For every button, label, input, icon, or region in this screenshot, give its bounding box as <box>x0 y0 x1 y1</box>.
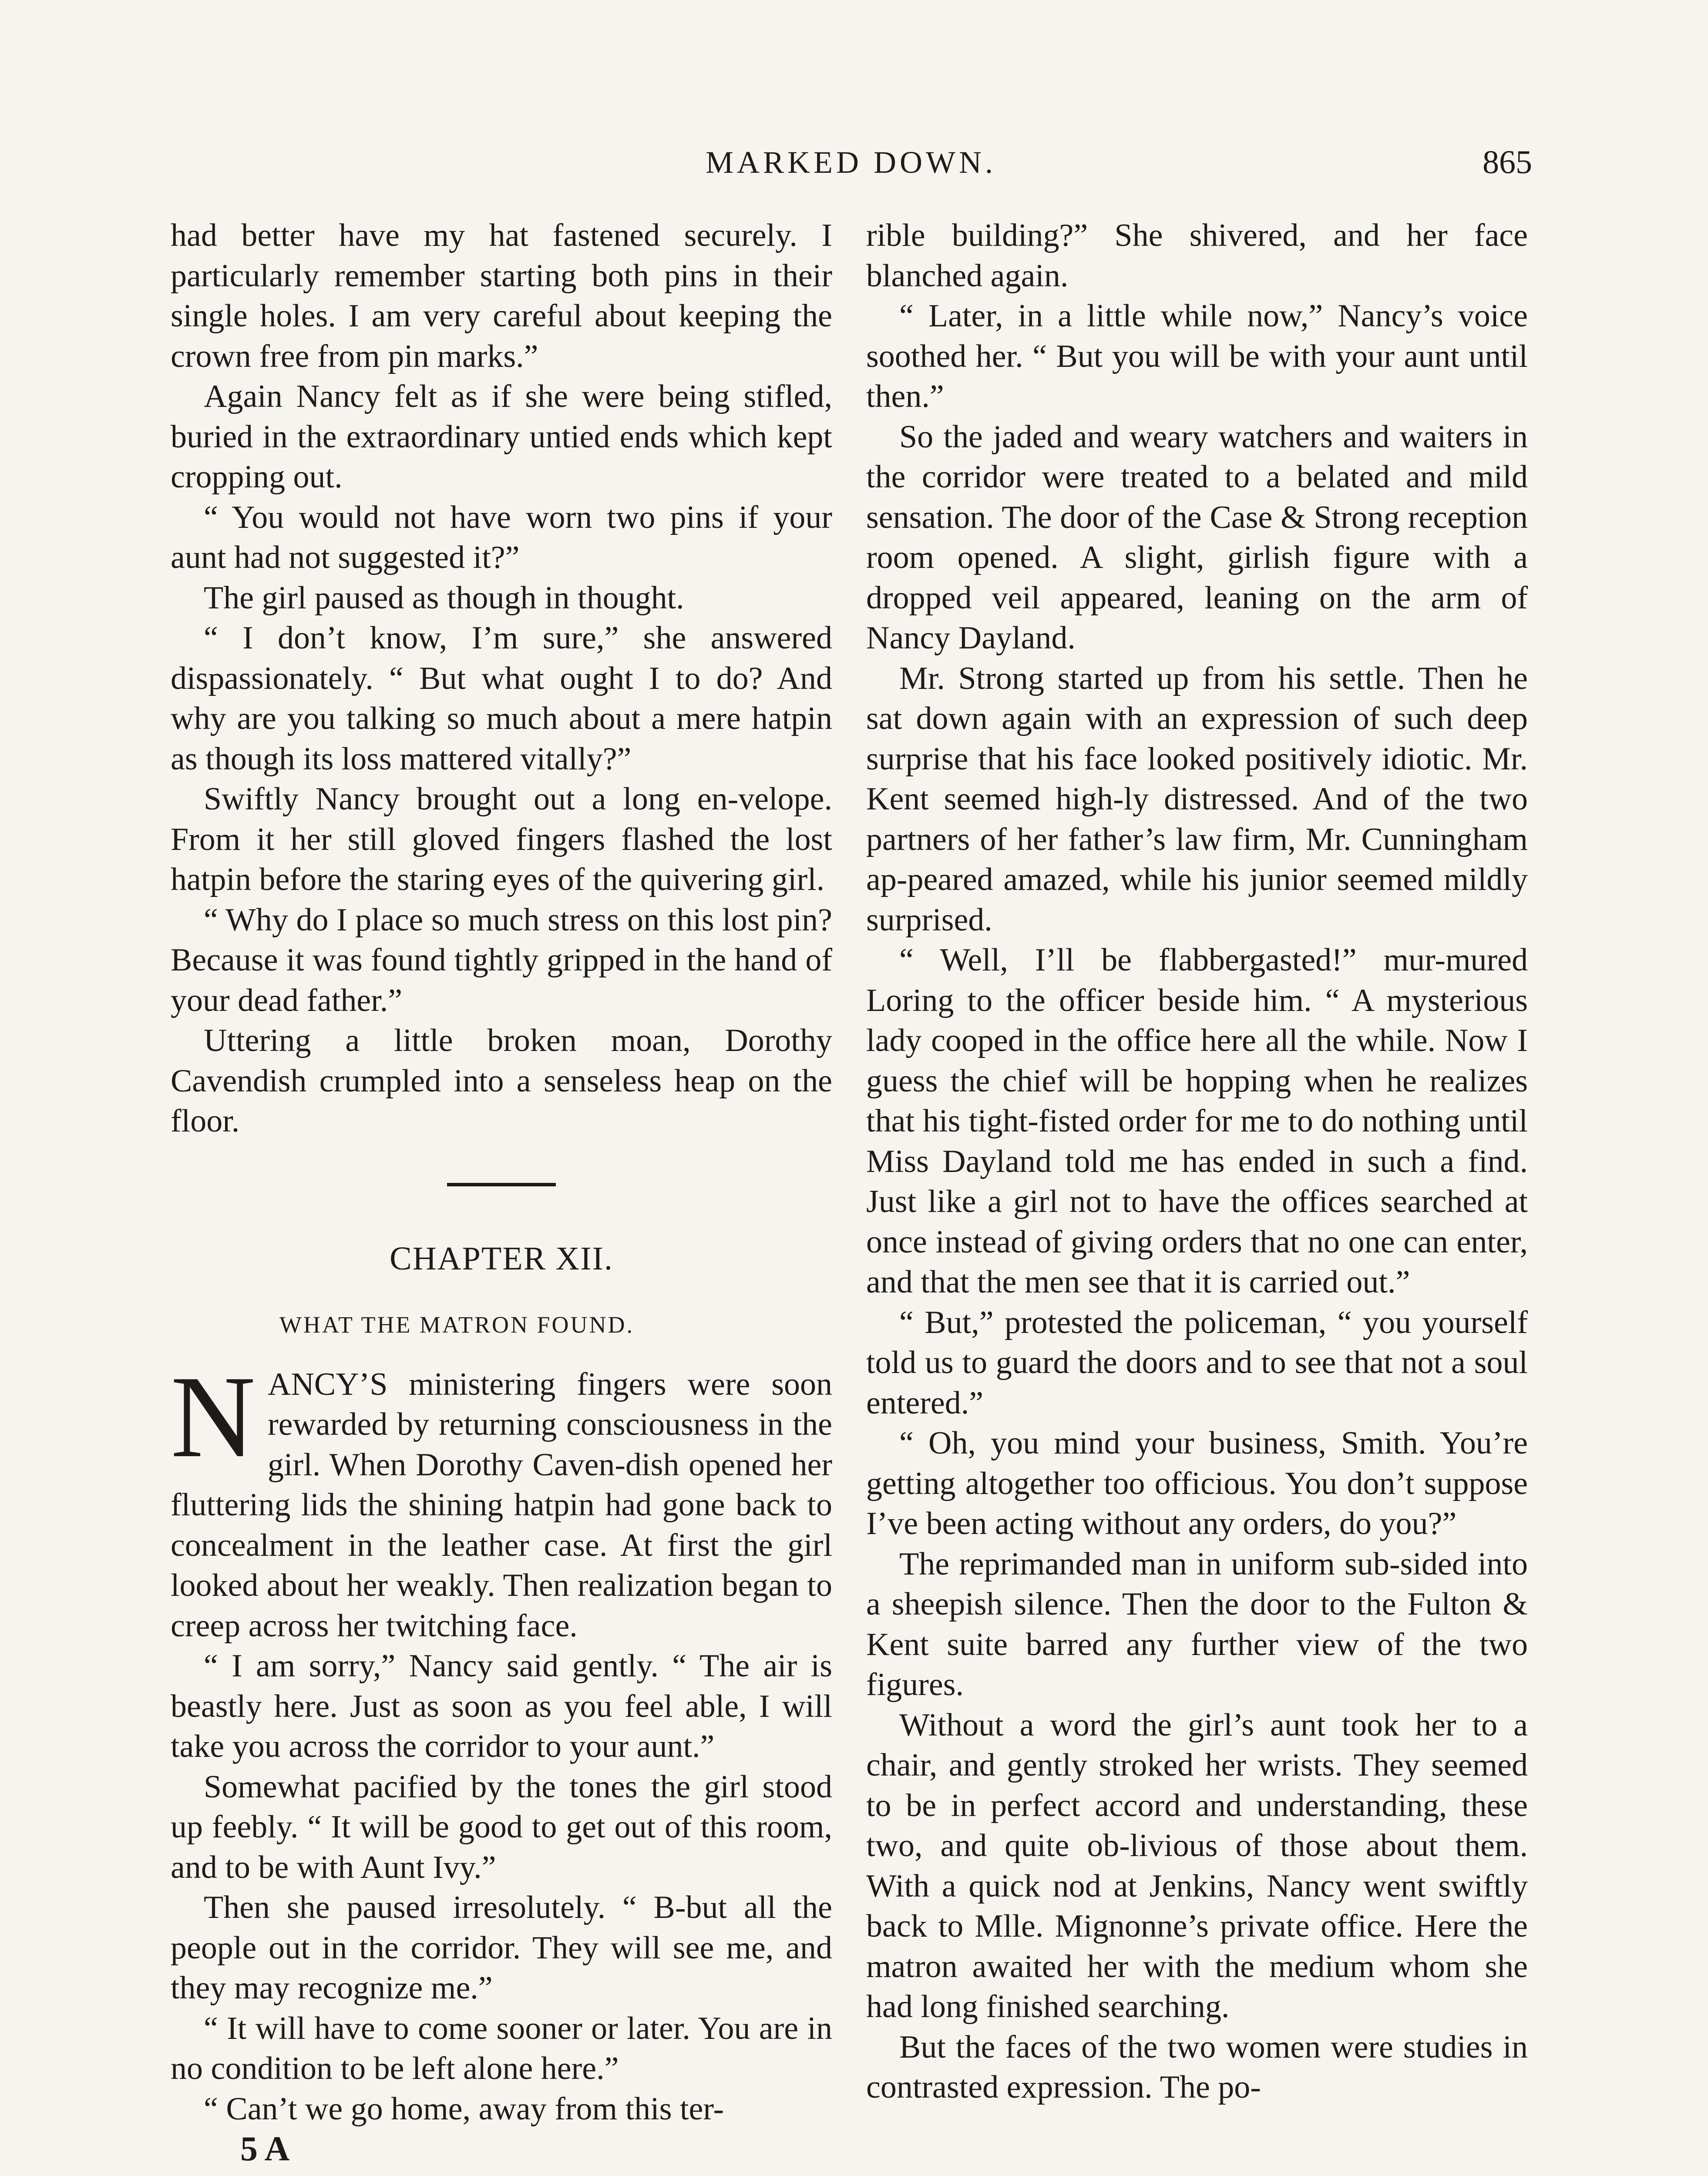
paragraph: “ I don’t know, I’m sure,” she answered dispassionately. “ But what ought I to do? And why are you talking so much about a mere hatpin as though its loss mattered vitally?” <box>171 620 832 777</box>
paragraph: Mr. Strong started up from his settle. Then he sat down again with an expression of such deep surprise that his face looked positively idiotic. Mr. Kent seemed high-ly distressed. And of the two partners of her father’s law firm, Mr. Cunningham ap-peared amazed, while his junior seemed mildly surprised. <box>866 660 1528 938</box>
paragraph: “ You would not have worn two pins if your aunt had not suggested it?” <box>171 499 832 575</box>
paragraph: Somewhat pacified by the tones the girl stood up feebly. “ It will be good to get out of this room, and to be with Aunt Ivy.” <box>171 1769 832 1885</box>
right-column <box>866 215 1528 2108</box>
paragraph: So the jaded and weary watchers and waiters in the corridor were treated to a belated and mild sensation. The door of the Case & Strong reception room opened. A slight, girlish figure with a dropped veil appeared, leaning on the arm of Nancy Dayland. <box>866 419 1528 656</box>
paragraph: Again Nancy felt as if she were being stifled, buried in the extraordinary untied ends which kept cropping out. <box>171 379 832 495</box>
chapter-title: CHAPTER XII. <box>390 1240 613 1277</box>
paragraph: The reprimanded man in uniform sub-sided into a sheepish silence. Then the door to the Fulton & Kent suite barred any further view of the two figures. <box>866 1546 1528 1703</box>
page-number: 865 <box>1483 144 1532 181</box>
paragraph: Without a word the girl’s aunt took her to a chair, and gently stroked her wrists. They seemed to be in perfect accord and understanding, these two, and quite ob-livious of those about them. With a quick nod at Jenkins, Nancy went swiftly back to Mlle. Mignonne’s private office. Here the matron awaited her with the medium whom she had long finished searching. <box>866 1707 1528 2025</box>
section-divider <box>447 1183 556 1186</box>
paragraph: “ Well, I’ll be flabbergasted!” mur-mured Loring to the officer beside him. “ A mysterious lady cooped in the office here all the while. Now I guess the chief will be hopping when he realizes that his tight-fisted order for me to do nothing until Miss Dayland told me has ended in such a find. Just like a girl not to have the offices searched at once instead of giving orders that no one can enter, and that the men see that it is carried out.” <box>866 942 1528 1300</box>
paragraph: The girl paused as though in thought. <box>204 580 684 616</box>
paragraph: But the faces of the two women were studies in contrasted expression. The po- <box>866 2029 1528 2105</box>
running-title: MARKED DOWN. <box>706 145 996 180</box>
signature-mark: 5 A <box>240 2130 290 2168</box>
paragraph: “ I am sorry,” Nancy said gently. “ The air is beastly here. Just as soon as you feel able, I will take you across the corridor to your aunt.” <box>171 1648 832 1764</box>
paragraph: “ Later, in a little while now,” Nancy’s voice soothed her. “ But you will be with your aunt until then.” <box>866 298 1528 414</box>
paragraph: Then she paused irresolutely. “ B-but all the people out in the corridor. They will see me, and they may recognize me.” <box>171 1890 832 2006</box>
paragraph: “ It will have to come sooner or later. You are in no condition to be left alone here.” <box>171 2010 832 2086</box>
running-head <box>170 138 1532 186</box>
paragraph: “ Can’t we go home, away from this ter- <box>204 2091 724 2127</box>
paragraph: “ But,” protested the policeman, “ you yourself told us to guard the doors and to see that not a soul entered.” <box>866 1304 1528 1421</box>
first-paragraph-text: ANCY’S ministering fingers were soon rewarded by returning consciousness in the girl. When Dorothy Caven-dish opened her fluttering lids the shining hatpin had gone back to concealment in the leather case. At first the girl looked about her weakly. Then realization began to creep across her twitching face. <box>171 1366 832 1644</box>
paragraph: rible building?” She shivered, and her face blanched again. <box>866 218 1528 294</box>
paragraph: Swiftly Nancy brought out a long en-velope. From it her still gloved fingers flashed the lost hatpin before the staring eyes of the quivering girl. <box>171 781 832 897</box>
left-column <box>171 215 832 2169</box>
drop-cap: N <box>171 1351 256 1482</box>
paragraph: had better have my hat fastened securely. I particularly remember starting both pins in their single holes. I am very careful about keeping the crown free from pin marks.” <box>171 218 832 374</box>
chapter-subtitle: WHAT THE MATRON FOUND. <box>279 1311 635 1338</box>
paragraph: “ Why do I place so much stress on this lost pin? Because it was found tightly gripped in the hand of your dead father.” <box>171 902 832 1018</box>
paragraph: Uttering a little broken moan, Dorothy Cavendish crumpled into a senseless heap on the floor. <box>171 1023 832 1139</box>
paragraph: “ Oh, you mind your business, Smith. You’re getting altogether too officious. You don’t suppose I’ve been acting without any orders, do you?” <box>866 1425 1528 1541</box>
chapter-first-paragraph <box>171 1351 832 1646</box>
